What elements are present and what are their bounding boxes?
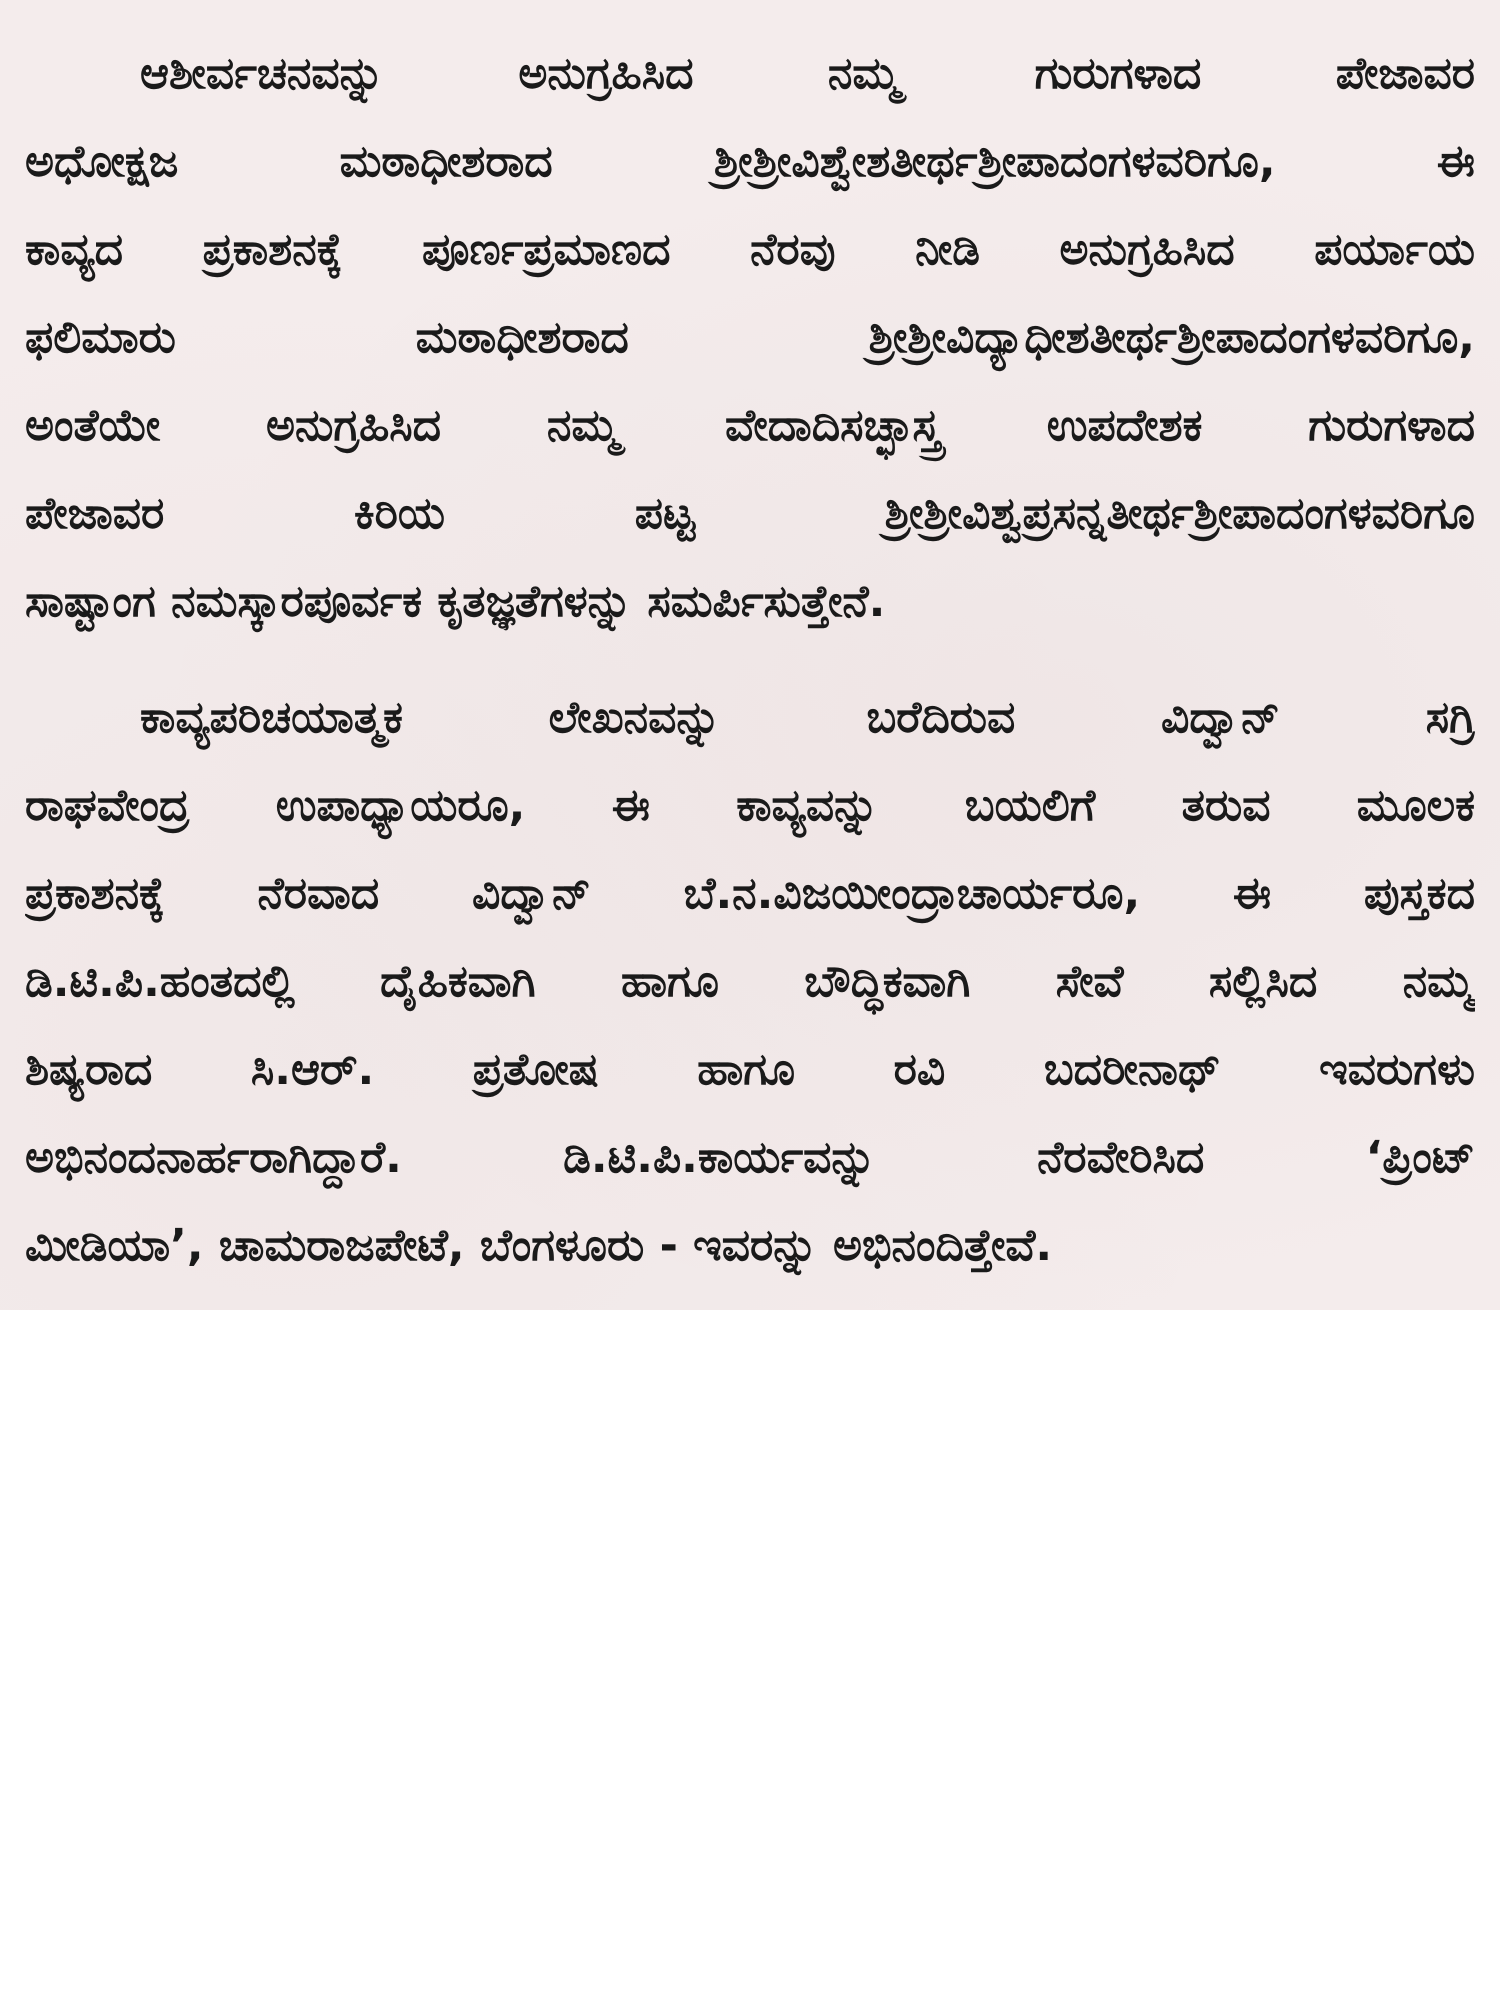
text-line: ಅಧೋಕ್ಷಜ ಮಠಾಧೀಶರಾದ ಶ್ರೀಶ್ರೀವಿಶ್ವೇಶತೀರ್ಥಶ್ರೀಪಾದಂಗಳವರಿಗೂ, ಈ [25,136,1475,187]
text-line: ರಾಘವೇಂದ್ರ ಉಪಾಧ್ಯಾಯರೂ, ಈ ಕಾವ್ಯವನ್ನು ಬಯಲಿಗೆ ತರುವ ಮೂಲಕ [25,780,1475,831]
text-line: ಅಂತೆಯೇ ಅನುಗ್ರಹಿಸಿದ ನಮ್ಮ ವೇದಾದಿಸಚ್ಛಾಸ್ತ್ರ ಉಪದೇಶಕ ಗುರುಗಳಾದ [25,400,1475,451]
text-line: ಪೇಜಾವರ ಕಿರಿಯ ಪಟ್ಟ ಶ್ರೀಶ್ರೀವಿಶ್ವಪ್ರಸನ್ನತೀರ್ಥಶ್ರೀಪಾದಂಗಳವರಿಗೂ [25,488,1475,539]
text-line: ಕಾವ್ಯಪರಿಚಯಾತ್ಮಕ ಲೇಖನವನ್ನು ಬರೆದಿರುವ ವಿದ್ವಾನ್ ಸಗ್ರಿ [140,692,1475,743]
body-text [25,30,1475,1290]
text-line: ಫಲಿಮಾರು ಮಠಾಧೀಶರಾದ ಶ್ರೀಶ್ರೀವಿದ್ಯಾಧೀಶತೀರ್ಥಶ್ರೀಪಾದಂಗಳವರಿಗೂ, [25,312,1475,363]
text-line: ಮೀಡಿಯಾ’, ಚಾಮರಾಜಪೇಟೆ, ಬೆಂಗಳೂರು - ಇವರನ್ನು ಅಭಿನಂದಿತ್ತೇವೆ. [25,1220,1053,1271]
paragraph-acknowledgement-gurus [25,30,1475,646]
text-line: ಅಭಿನಂದನಾರ್ಹರಾಗಿದ್ದಾರೆ. ಡಿ.ಟಿ.ಪಿ.ಕಾರ್ಯವನ್ನು ನೆರವೇರಿಸಿದ ‘ಪ್ರಿಂಟ್ [25,1132,1475,1183]
text-line: ಕಾವ್ಯದ ಪ್ರಕಾಶನಕ್ಕೆ ಪೂರ್ಣಪ್ರಮಾಣದ ನೆರವು ನೀಡಿ ಅನುಗ್ರಹಿಸಿದ ಪರ್ಯಾಯ [25,224,1475,275]
text-line: ಆಶೀರ್ವಚನವನ್ನು ಅನುಗ್ರಹಿಸಿದ ನಮ್ಮ ಗುರುಗಳಾದ ಪೇಜಾವರ [140,48,1475,99]
text-line: ಶಿಷ್ಯರಾದ ಸಿ.ಆರ್. ಪ್ರತೋಷ ಹಾಗೂ ರವಿ ಬದರೀನಾಥ್ ಇವರುಗಳು [25,1044,1475,1095]
paragraph-acknowledgement-contributors [25,674,1475,1290]
text-line: ಸಾಷ್ಟಾಂಗ ನಮಸ್ಕಾರಪೂರ್ವಕ ಕೃತಜ್ಞತೆಗಳನ್ನು ಸಮರ್ಪಿಸುತ್ತೇನೆ. [25,576,886,627]
text-line: ಪ್ರಕಾಶನಕ್ಕೆ ನೆರವಾದ ವಿದ್ವಾನ್ ಬೆ.ನ.ವಿಜಯೀಂದ್ರಾಚಾರ್ಯರೂ, ಈ ಪುಸ್ತಕದ [25,868,1475,919]
text-line: ಡಿ.ಟಿ.ಪಿ.ಹಂತದಲ್ಲಿ ದೈಹಿಕವಾಗಿ ಹಾಗೂ ಬೌದ್ಧಿಕವಾಗಿ ಸೇವೆ ಸಲ್ಲಿಸಿದ ನಮ್ಮ [25,956,1475,1007]
